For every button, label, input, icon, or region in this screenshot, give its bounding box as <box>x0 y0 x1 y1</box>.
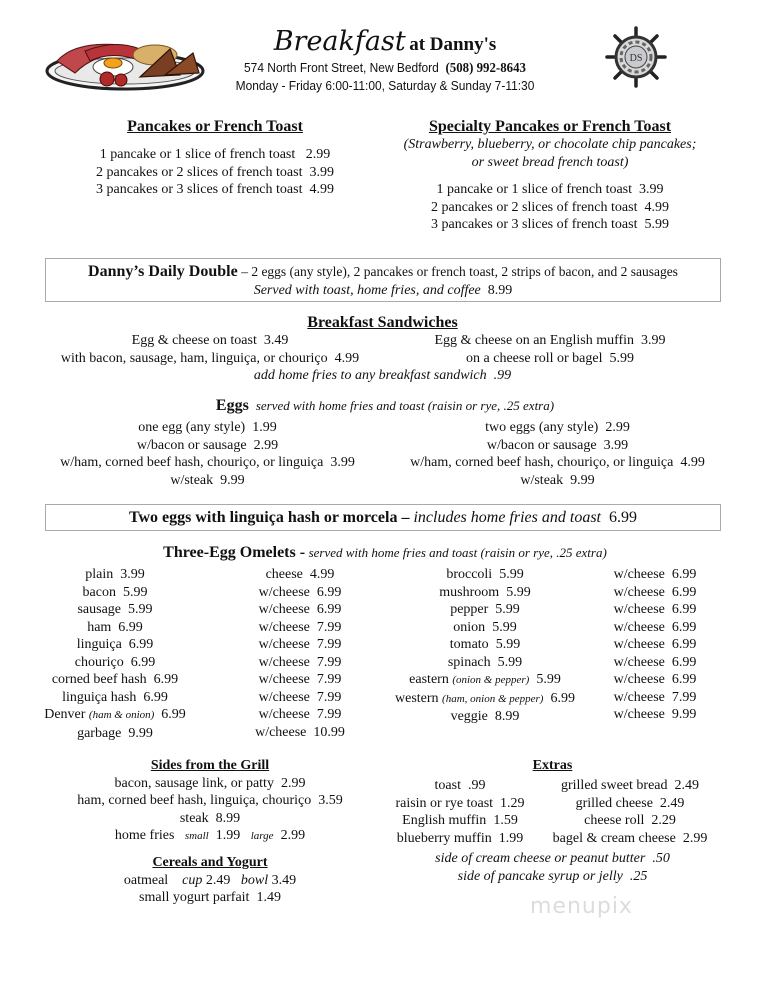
extras-notes <box>380 850 725 885</box>
section-title: Three-Egg Omelets - <box>163 544 306 561</box>
section-note: served with home fries and toast (raisin or rye, .25 extra) <box>255 398 555 413</box>
menu-item: steak 8.99 <box>179 810 241 826</box>
section-note: or sweet bread french toast) <box>471 154 629 170</box>
menu-item: bacon 5.99 <box>82 584 148 600</box>
menu-item: eastern (onion & pepper) 5.99 <box>409 672 561 687</box>
title-suffix: at Danny's <box>409 34 497 55</box>
menu-item: w/cheese 7.99 <box>258 672 342 687</box>
menu-item: home fries small 1.99 large 2.99 <box>114 828 306 843</box>
menu-item: tomato 5.99 <box>449 637 521 652</box>
menu-item: 3 pancakes or 3 slices of french toast 4.99 <box>96 182 334 197</box>
menu-item: w/cheese 6.99 <box>258 602 342 617</box>
menu-item: on a cheese roll or bagel 5.99 <box>466 350 634 366</box>
menu-item: w/cheese 6.99 <box>613 602 697 617</box>
menu-item: Denver (ham & onion) 6.99 <box>44 707 186 722</box>
menu-item: w/steak 9.99 <box>520 472 595 488</box>
menu-item: small yogurt parfait 1.49 <box>139 890 281 905</box>
menu-item: w/cheese 7.99 <box>258 619 342 635</box>
daily-double-served: Served with toast, home fries, and coffee <box>253 283 481 298</box>
section-title: Pancakes or French Toast <box>127 118 303 135</box>
menu-item: toast .99 <box>434 778 486 793</box>
address: 574 North Front Street, New Bedford <box>244 60 439 75</box>
special-title: Two eggs with linguiça hash or morcela – <box>129 509 410 526</box>
menu-item: ham 6.99 <box>87 619 143 635</box>
menu-item: with bacon, sausage, ham, linguiça, or chouriço 4.99 <box>60 350 360 366</box>
menu-item: spinach 5.99 <box>447 654 523 670</box>
omelets-col2 <box>230 566 370 741</box>
section-title: Eggs <box>215 397 249 414</box>
section-title: Specialty Pancakes or French Toast <box>428 118 672 135</box>
section-note: served with home fries and toast (raisin or rye, .25 extra) <box>308 545 607 560</box>
menu-item: w/bacon or sausage 3.99 <box>486 437 629 453</box>
menu-item: grilled cheese 2.49 <box>575 795 685 811</box>
sandwiches-note: add home fries to any breakfast sandwich .99 <box>253 368 512 383</box>
phone: (508) 992-8643 <box>445 61 526 76</box>
menu-item: bagel & cream cheese 2.99 <box>552 830 708 846</box>
eggs-left <box>30 419 385 489</box>
daily-double-box <box>45 258 721 302</box>
eggs-right <box>380 419 735 489</box>
daily-double-title: Danny’s Daily Double <box>88 263 238 280</box>
menu-item: garbage 9.99 <box>77 725 153 741</box>
omelets-col4 <box>595 566 715 724</box>
menu-item: English muffin 1.59 <box>402 813 518 828</box>
menu-item: 2 pancakes or 2 slices of french toast 4.99 <box>431 199 669 215</box>
sandwiches-right <box>380 332 720 367</box>
menu-item: broccoli 5.99 <box>446 567 524 582</box>
menu-item: cheese roll 2.29 <box>584 813 676 828</box>
title-script: Breakfast <box>273 26 406 57</box>
specialty-section <box>380 118 720 234</box>
menu-item: cheese 4.99 <box>265 567 335 582</box>
menu-item: w/cheese 7.99 <box>258 707 342 722</box>
menu-item: w/bacon or sausage 2.99 <box>136 437 279 453</box>
section-title: Sides from the Grill <box>150 758 270 773</box>
menu-item: one egg (any style) 1.99 <box>138 420 277 435</box>
menu-item: w/cheese 7.99 <box>258 637 342 652</box>
menu-item: 1 pancake or 1 slice of french toast 2.99 <box>99 147 331 162</box>
menu-item: two eggs (any style) 2.99 <box>485 420 630 435</box>
two-eggs-special-box <box>45 504 721 531</box>
menu-item: side of pancake syrup or jelly .25 <box>457 868 648 884</box>
menu-item: grilled sweet bread 2.49 <box>560 778 699 793</box>
menu-item: veggie 8.99 <box>450 709 520 724</box>
menu-item: corned beef hash 6.99 <box>51 672 179 687</box>
omelets-col1 <box>30 566 200 742</box>
menu-item: w/cheese 7.99 <box>613 689 697 705</box>
section-title: Cereals and Yogurt <box>152 855 268 870</box>
menu-item: chouriço 6.99 <box>74 654 156 670</box>
address-line <box>215 60 555 77</box>
menu-item: w/cheese 6.99 <box>613 567 697 582</box>
breakfast-plate-icon <box>45 33 205 91</box>
menu-item: bacon, sausage link, or patty 2.99 <box>114 775 306 791</box>
menu-item: side of cream cheese or peanut butter .50 <box>435 851 670 866</box>
extras-left <box>385 777 535 847</box>
menu-item: western (ham, onion & pepper) 6.99 <box>395 690 575 706</box>
menu-item: w/cheese 7.99 <box>258 654 342 670</box>
daily-double-price: 8.99 <box>487 283 513 298</box>
menupix-watermark: menupix <box>530 894 633 919</box>
menu-item: Egg & cheese on an English muffin 3.99 <box>434 333 666 348</box>
menu-item: w/cheese 6.99 <box>613 672 697 687</box>
restaurant-title <box>200 26 570 57</box>
special-price: 6.99 <box>609 509 637 526</box>
menu-item: w/cheese 6.99 <box>613 637 697 652</box>
eggs-title-row <box>40 397 730 416</box>
menu-item: onion 5.99 <box>453 619 517 635</box>
daily-double-desc: – 2 eggs (any style), 2 pancakes or french toast, 2 strips of bacon, and 2 sausages <box>241 264 678 279</box>
omelets-title-row <box>40 544 730 563</box>
menu-item: oatmeal cup 2.49 bowl 3.49 <box>123 872 297 888</box>
sandwiches-left <box>40 332 380 367</box>
special-desc: includes home fries and toast <box>413 509 601 526</box>
menu-item: w/cheese 9.99 <box>613 707 697 722</box>
menu-item: w/ham, corned beef hash, chouriço, or linguiça 4.99 <box>410 455 705 470</box>
menu-item: mushroom 5.99 <box>439 584 531 600</box>
menu-item: raisin or rye toast 1.29 <box>395 795 525 811</box>
section-note: (Strawberry, blueberry, or chocolate chip pancakes; <box>403 137 697 152</box>
pancakes-section <box>40 118 390 199</box>
menu-item: pepper 5.99 <box>450 602 520 617</box>
menu-item: sausage 5.99 <box>77 602 153 617</box>
menu-item: plain 3.99 <box>85 567 145 582</box>
menu-item: w/cheese 6.99 <box>613 654 697 670</box>
menu-item: 1 pancake or 1 slice of french toast 3.99 <box>436 182 664 197</box>
menu-item: linguiça hash 6.99 <box>62 689 168 705</box>
menu-item: ham, corned beef hash, linguiça, chouriço 3.59 <box>77 793 343 808</box>
extras-right <box>540 777 720 847</box>
omelets-col3 <box>380 566 590 726</box>
menu-item: Egg & cheese on toast 3.49 <box>131 333 289 348</box>
menu-item: w/cheese 7.99 <box>258 689 342 705</box>
menu-item: blueberry muffin 1.99 <box>396 830 524 846</box>
sandwiches-title: Breakfast Sandwiches <box>307 314 458 331</box>
menu-item: w/cheese 6.99 <box>613 584 697 600</box>
extras-title: Extras <box>532 758 573 773</box>
menu-item: w/steak 9.99 <box>170 472 245 488</box>
menu-item: w/cheese 10.99 <box>255 724 345 740</box>
menu-item: 3 pancakes or 3 slices of french toast 5.99 <box>431 217 669 232</box>
menu-item: w/ham, corned beef hash, chouriço, or linguiça 3.99 <box>60 455 355 470</box>
menu-item: 2 pancakes or 2 slices of french toast 3.99 <box>96 164 334 180</box>
hours: Monday - Friday 6:00-11:00, Saturday & Sunday 7-11:30 <box>235 78 535 93</box>
svg-text:DS: DS <box>629 53 643 64</box>
cereals-section <box>40 854 380 907</box>
menu-item: w/cheese 6.99 <box>258 584 342 600</box>
menu-item: linguiça 6.99 <box>76 637 154 652</box>
ship-wheel-logo-icon <box>605 26 667 88</box>
sides-section <box>40 757 380 846</box>
menu-item: w/cheese 6.99 <box>613 619 697 635</box>
